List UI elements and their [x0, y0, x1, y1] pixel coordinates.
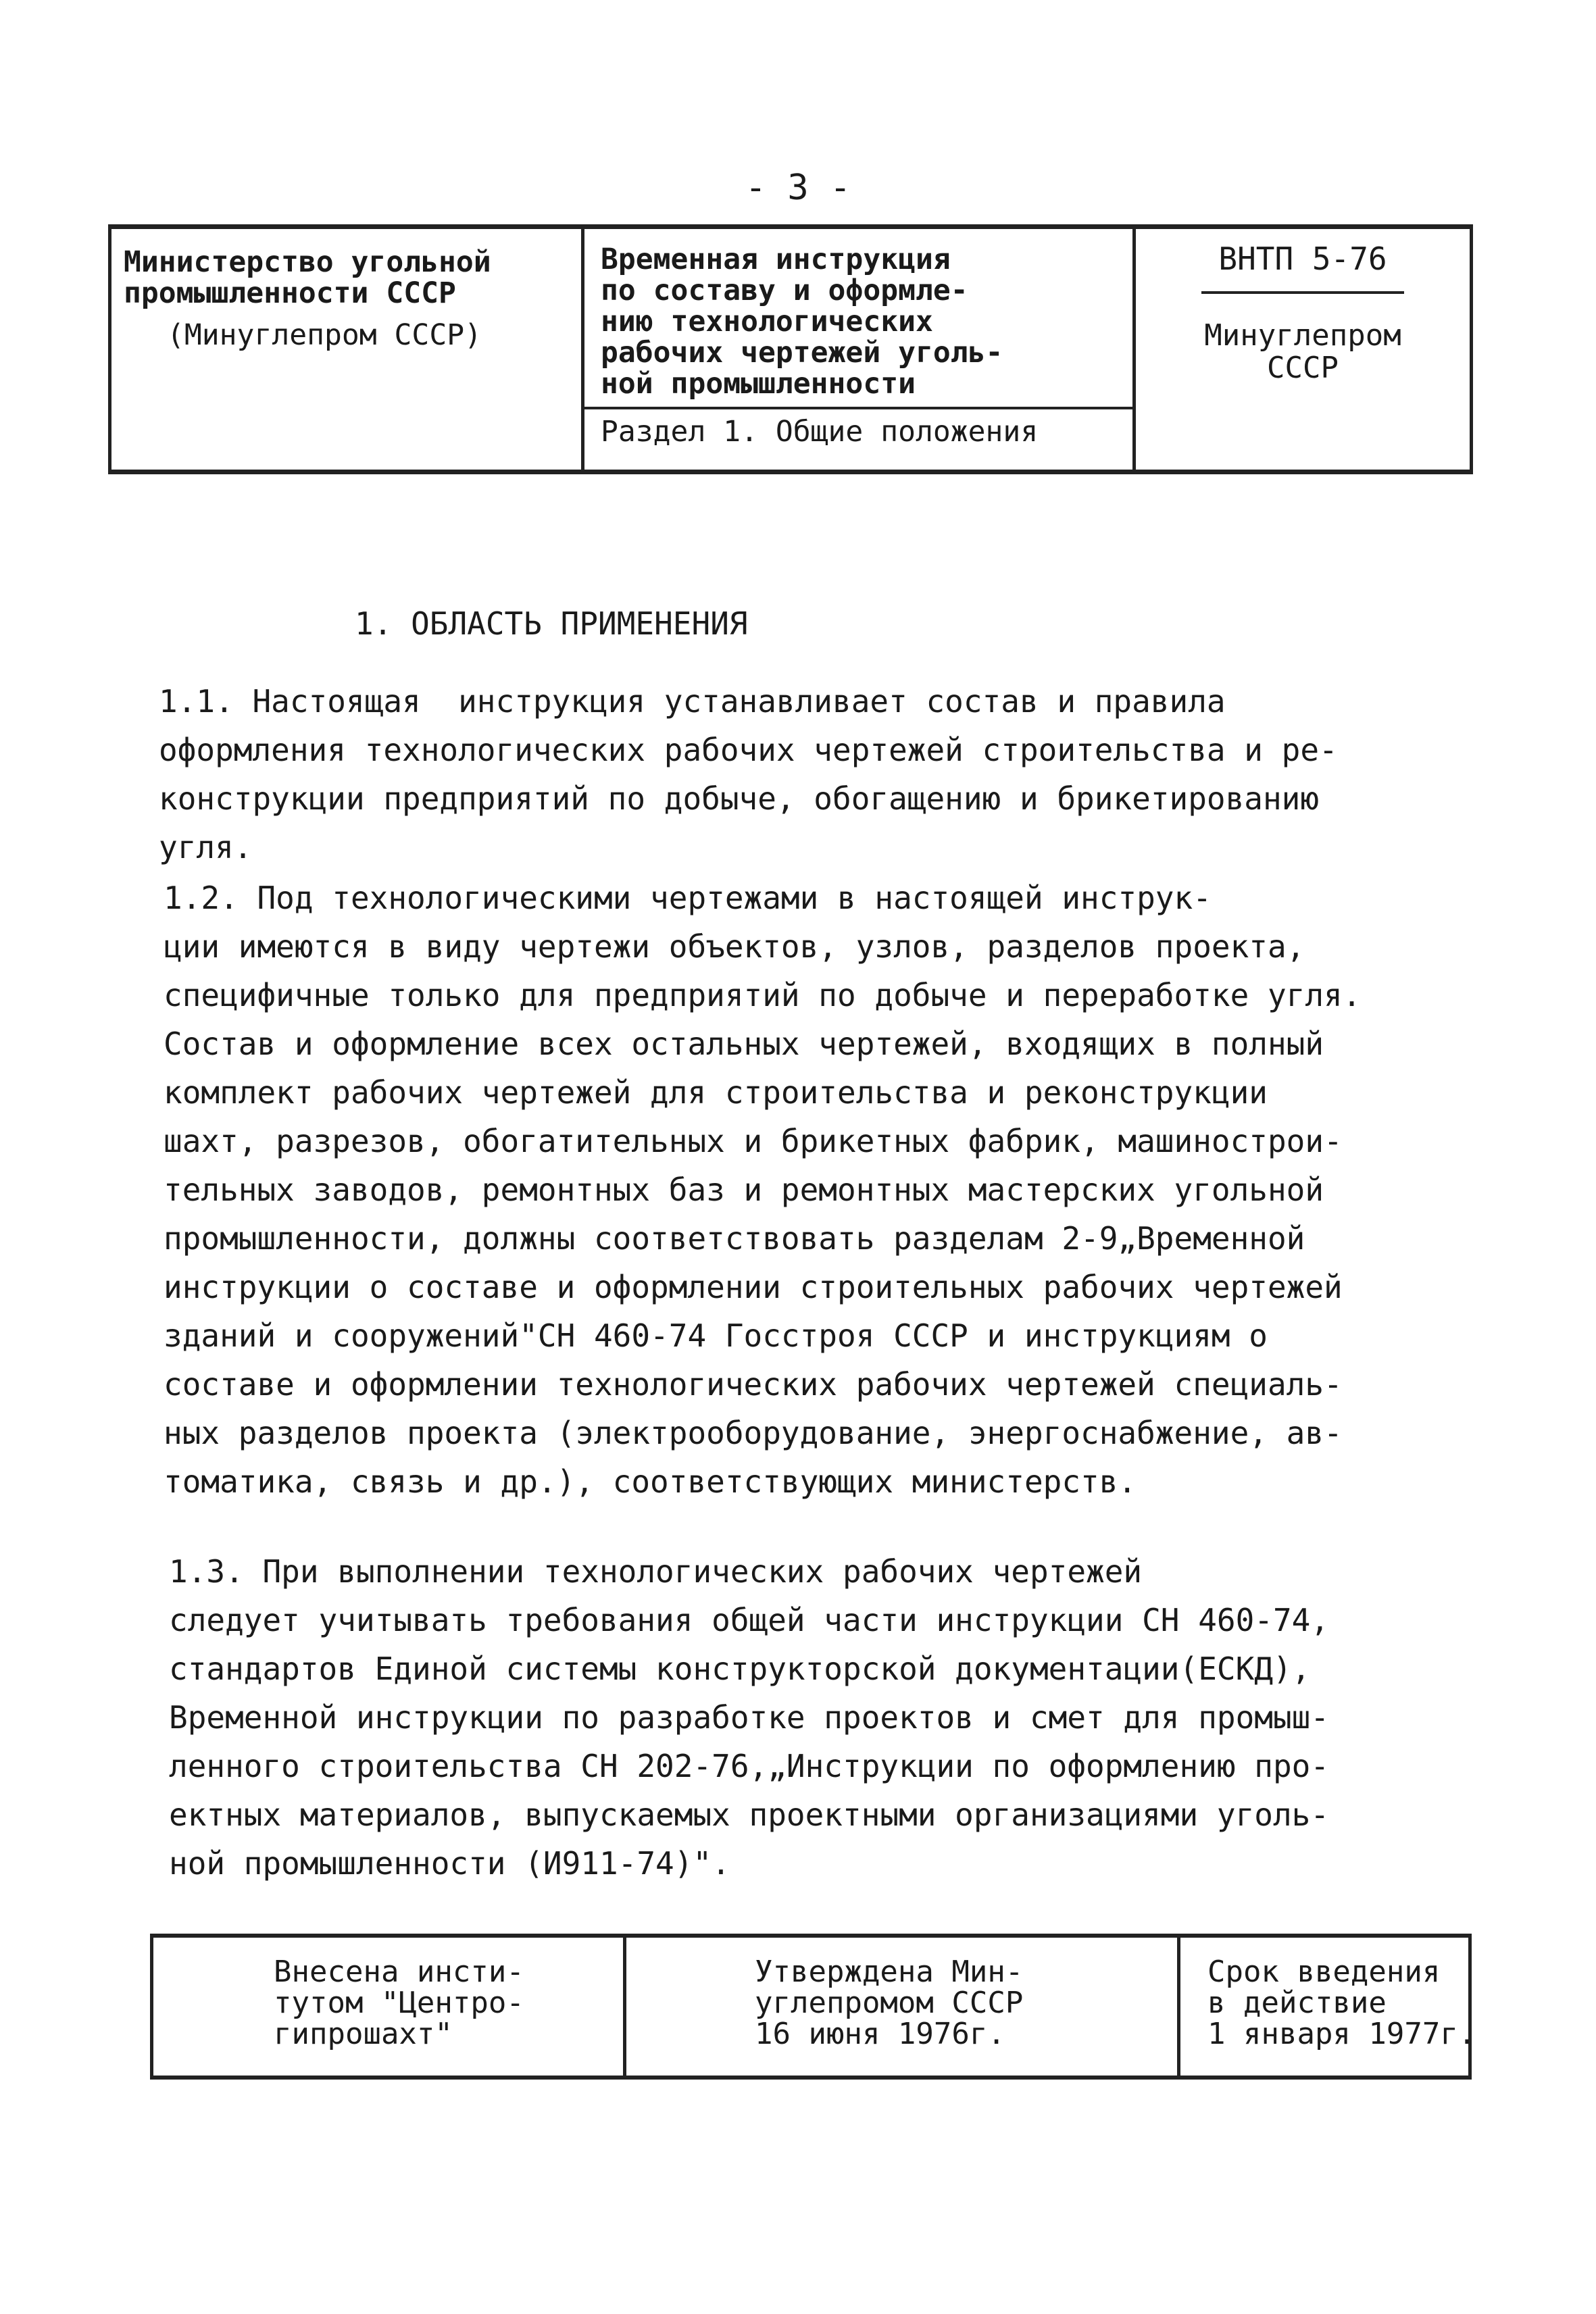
section-name: Раздел 1. Общие положения: [601, 415, 1039, 449]
effective-date-cell: [1180, 1938, 1476, 2076]
paragraph-1-3: 1.3. При выполнении технологических рабочих чертежей следует учитывать требования общей части инструкции СН 460-74, стандартов Единой системы конструкторской документации(ЕСКД), Временной инструкции по разработке проектов и смет для промыш- ленного строительства СН 202-76,„Инструкции по оформлению про- ектных материалов, выпускаемых проектными организациями уголь- ной промышленности (И911-74)".: [169, 1553, 1330, 1882]
approved-by: Утверждена Мин- углепромом СССР 16 июня 1976г.: [755, 1955, 1024, 2051]
code-divider: [1201, 291, 1404, 294]
document-title-line-1: Временная инструкция: [601, 243, 951, 276]
header-code-cell: [1136, 229, 1470, 470]
document-title-line-4: рабочих чертежей уголь-: [601, 336, 1003, 370]
document-title-line-3: нию технологических: [601, 305, 933, 338]
document-header-table: [108, 224, 1473, 474]
document-title-line-5: ной промышленности: [601, 367, 916, 401]
section-name-cell: [584, 407, 1132, 470]
ministry-short-line-2: СССР: [1267, 351, 1339, 385]
document-code: ВНТП 5-76: [1218, 241, 1387, 277]
document-title: [584, 229, 1132, 407]
paragraph-1-1: 1.1. Настоящая инструкция устанавливает состав и правила оформления технологических рабочих чертежей строительства и ре- конструкции предприятий по добыче, обогащению и брикетированию угля.: [159, 683, 1338, 865]
section-title: 1. ОБЛАСТЬ ПРИМЕНЕНИЯ: [355, 605, 748, 642]
introduced-by: Внесена инсти- тутом "Центро- гипрошахт": [274, 1955, 524, 2051]
ministry-name: [124, 247, 572, 351]
introduced-by-cell: [153, 1938, 626, 2076]
ministry-short-line-1: Минуглепром: [1204, 318, 1401, 353]
approved-by-cell: [626, 1938, 1180, 2076]
header-title-cell: [584, 229, 1136, 470]
paragraph-1-2: 1.2. Под технологическими чертежами в настоящей инструк- ции имеются в виду чертежи объектов, узлов, разделов проекта, специфичные только для предприятий по добыче и переработке угля. Состав и оформление всех остальных чертежей, входящих в полный комплект рабочих чертежей для строительства и реконструкции шахт, разрезов, обогатительных и брикетных фабрик, машинострои- тельных заводов, ремонтных баз и ремонтных мастерских угольной промышленности, должны соответствовать разделам 2-9„Временной инструкции о составе и оформлении строительных рабочих чертежей зданий и сооружений"СН 460-74 Госстроя СССР и инструкциям о составе и оформлении технологических рабочих чертежей специаль- ных разделов проекта (электрооборудование, энергоснабжение, ав- томатика, связь и др.), соответствующих министерств.: [164, 880, 1362, 1500]
ministry-line-2: промышленности СССР: [124, 276, 456, 310]
approval-footer-table: [150, 1934, 1476, 2080]
ministry-line-1: Министерство угольной: [124, 245, 491, 279]
effective-date: Срок введения в действие 1 января 1977г.: [1207, 1955, 1476, 2051]
document-title-line-2: по составу и оформле-: [601, 274, 968, 307]
ministry-line-3: (Минуглепром СССР): [167, 318, 482, 352]
page-number: - 3 -: [745, 168, 851, 208]
header-ministry-cell: [111, 229, 584, 470]
